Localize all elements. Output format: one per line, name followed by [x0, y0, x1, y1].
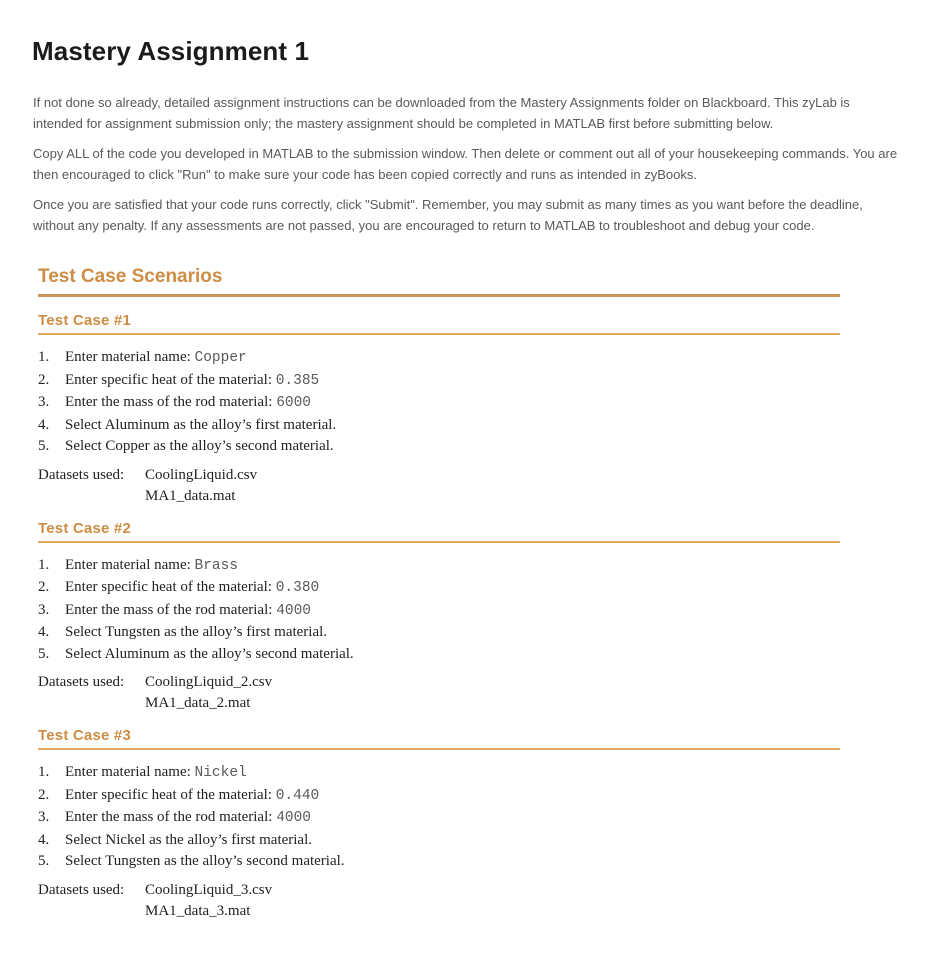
- step-text: Enter specific heat of the material:: [65, 786, 276, 803]
- step-text: Enter specific heat of the material:: [65, 371, 276, 388]
- step-input-value: 4000: [276, 810, 311, 826]
- datasets-used: [38, 880, 840, 922]
- step-item: [38, 644, 840, 666]
- step-input-value: 0.440: [275, 787, 320, 804]
- step-text: Select Aluminum as the alloy’s second material.: [65, 645, 354, 662]
- step-item: [38, 555, 840, 578]
- step-number: 3.: [38, 809, 50, 825]
- step-item: [38, 785, 840, 808]
- datasets-label: Datasets used:: [38, 466, 125, 483]
- step-text: Enter the mass of the rod material:: [65, 601, 277, 618]
- step-text: Enter material name:: [65, 764, 195, 780]
- step-number: 4.: [38, 831, 50, 848]
- test-case-steps: [38, 555, 840, 666]
- step-item: [38, 600, 840, 623]
- step-text: Select Copper as the alloy’s second material.: [65, 438, 334, 454]
- datasets-label: Datasets used:: [38, 674, 125, 690]
- dataset-file: CoolingLiquid_2.csv: [145, 674, 273, 690]
- step-input-value: Nickel: [194, 765, 247, 781]
- step-text: Select Nickel as the alloy’s first material.: [65, 831, 313, 848]
- step-number: 2.: [38, 371, 50, 388]
- step-input-value: 4000: [276, 602, 311, 619]
- step-number: 1.: [38, 764, 50, 780]
- dataset-files: [145, 465, 257, 507]
- dataset-files: [145, 672, 272, 714]
- dataset-file: MA1_data_3.mat: [145, 902, 251, 919]
- dataset-file: MA1_data.mat: [145, 487, 236, 504]
- step-number: 1.: [38, 556, 50, 573]
- step-number: 1.: [38, 349, 50, 365]
- step-number: 4.: [38, 624, 50, 640]
- datasets-label: Datasets used:: [38, 881, 125, 898]
- step-number: 3.: [38, 601, 50, 618]
- test-case-heading: Test Case #1: [38, 311, 840, 335]
- step-item: [38, 577, 840, 600]
- step-item: [38, 830, 840, 852]
- step-text: Select Tungsten as the alloy’s first material.: [65, 624, 328, 640]
- instruction-paragraph: Once you are satisfied that your code runs correctly, click "Submit". Remember, you may submit as many times as you want before the deadline, without any penalty. If any assessments are not passed, you are encouraged to return to MATLAB to troubleshoot and debug your code.: [33, 197, 863, 233]
- test-case-1: [38, 311, 840, 507]
- page-title: Mastery Assignment 1: [32, 36, 310, 66]
- step-item: [38, 370, 840, 393]
- step-text: Enter the mass of the rod material:: [65, 809, 277, 825]
- step-number: 3.: [38, 394, 50, 410]
- test-case-heading: Test Case #3: [38, 726, 840, 750]
- step-text: Enter material name:: [65, 556, 195, 573]
- test-case-steps: [38, 347, 840, 458]
- datasets-used: [38, 465, 840, 507]
- step-number: 5.: [38, 853, 50, 869]
- step-input-value: Brass: [194, 557, 239, 574]
- test-case-2: [38, 519, 840, 715]
- step-item: [38, 807, 840, 830]
- step-text: Enter specific heat of the material:: [65, 579, 276, 595]
- dataset-file: CoolingLiquid_3.csv: [145, 881, 273, 898]
- instruction-paragraph: Copy ALL of the code you developed in MATLAB to the submission window. Then delete or comment out all of your housekeeping commands. You are then encouraged to click "Run" to make sure your code has been copied correctly and runs as intended in zyBooks.: [33, 146, 898, 182]
- dataset-files: [145, 880, 272, 922]
- step-item: [38, 762, 840, 785]
- test-case-heading: Test Case #2: [38, 519, 840, 543]
- step-item: [38, 622, 840, 644]
- test-case-3: [38, 726, 840, 922]
- step-text: Enter material name:: [65, 349, 195, 365]
- step-text: Select Tungsten as the alloy’s second material.: [65, 853, 345, 869]
- test-case-scenarios: [38, 264, 840, 922]
- step-input-value: Copper: [194, 350, 247, 366]
- step-input-value: 6000: [276, 395, 311, 411]
- step-item: [38, 392, 840, 415]
- dataset-file: CoolingLiquid.csv: [145, 466, 258, 483]
- datasets-used: [38, 672, 840, 714]
- scenarios-heading: Test Case Scenarios: [38, 264, 840, 297]
- step-number: 5.: [38, 438, 50, 454]
- test-case-steps: [38, 762, 840, 873]
- dataset-file: MA1_data_2.mat: [145, 695, 251, 711]
- step-number: 4.: [38, 416, 50, 433]
- instruction-paragraph: If not done so already, detailed assignment instructions can be downloaded from the Mastery Assignments folder on Blackboard. This zyLab is intended for assignment submission only; the mastery assignment should be completed in MATLAB first before submitting below.: [33, 95, 850, 131]
- instructions: [33, 92, 903, 245]
- step-text: Select Aluminum as the alloy’s first material.: [65, 416, 337, 433]
- step-number: 5.: [38, 645, 50, 662]
- step-item: [38, 415, 840, 437]
- step-input-value: 0.385: [275, 372, 320, 389]
- step-item: [38, 851, 840, 873]
- step-text: Enter the mass of the rod material:: [65, 394, 277, 410]
- step-number: 2.: [38, 579, 50, 595]
- step-number: 2.: [38, 786, 50, 803]
- step-item: [38, 347, 840, 370]
- step-item: [38, 436, 840, 458]
- step-input-value: 0.380: [275, 580, 320, 596]
